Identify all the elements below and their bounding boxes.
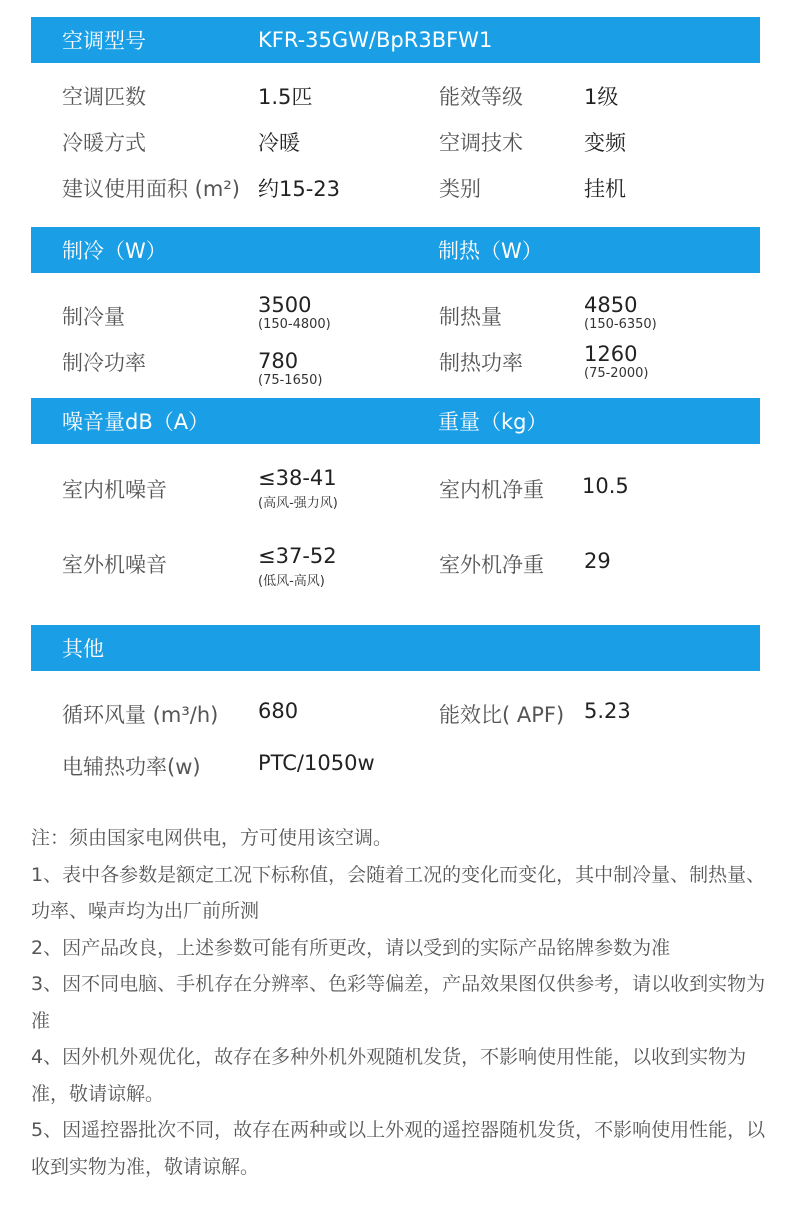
airflow-label: 循环风量 (m³/h): [62, 703, 219, 727]
apf-value: 5.23: [584, 699, 631, 723]
heating-header: 制热（W）: [438, 239, 543, 263]
area-value: 约15-23: [258, 177, 341, 201]
outdoor-noise-cell: [258, 544, 337, 590]
heat-capacity-range: (150-6350): [584, 317, 657, 332]
cool-power-value: 780: [258, 349, 299, 373]
outdoor-weight-label: 室外机净重: [439, 553, 544, 577]
indoor-noise-note: (高风-强力风): [258, 496, 338, 511]
notes-section: [31, 820, 769, 1185]
outdoor-noise-note: (低风-高风): [258, 574, 325, 589]
tech-label: 空调技术: [439, 131, 523, 155]
note-item-1: 1、表中各参数是额定工况下标称值，会随着工况的变化而变化，其中制冷量、制热量、功率、噪声均为出厂前所测: [31, 863, 766, 922]
indoor-weight-label: 室内机净重: [439, 478, 544, 502]
cool-capacity-label: 制冷量: [62, 305, 125, 329]
heat-capacity-cell: [584, 293, 657, 333]
grade-value: 1级: [584, 85, 619, 109]
hp-value: 1.5匹: [258, 85, 313, 109]
noise-weight-header-bar: [31, 398, 760, 444]
note-intro: 注：须由国家电网供电，方可使用该空调。: [31, 827, 393, 849]
mode-value: 冷暖: [258, 131, 300, 155]
cooling-header: 制冷（W）: [62, 239, 167, 263]
heat-power-cell: [584, 342, 648, 382]
weight-header: 重量（kg）: [438, 410, 548, 434]
type-label: 类别: [439, 177, 481, 201]
aux-heat-label: 电辅热功率(w): [62, 755, 201, 779]
cool-capacity-value: 3500: [258, 293, 312, 317]
outdoor-noise-label: 室外机噪音: [62, 553, 167, 577]
indoor-noise-label: 室内机噪音: [62, 478, 167, 502]
cool-capacity-cell: [258, 293, 331, 333]
model-header-bar: [31, 17, 760, 63]
type-value: 挂机: [584, 177, 626, 201]
indoor-noise-cell: [258, 466, 338, 512]
other-header: 其他: [62, 637, 104, 661]
cool-power-label: 制冷功率: [62, 351, 146, 375]
grade-label: 能效等级: [439, 85, 523, 109]
area-label: 建议使用面积 (m²): [62, 177, 240, 201]
noise-header: 噪音量dB（A）: [62, 410, 210, 434]
heat-power-range: (75-2000): [584, 366, 649, 381]
heat-capacity-label: 制热量: [439, 305, 502, 329]
indoor-noise-value: ≤38-41: [258, 466, 337, 490]
indoor-weight-value: 10.5: [582, 474, 629, 498]
model-value: KFR-35GW/BpR3BFW1: [258, 28, 493, 52]
heat-power-label: 制热功率: [439, 351, 523, 375]
cool-power-range: (75-1650): [258, 373, 323, 388]
note-item-2: 2、因产品改良，上述参数可能有所更改，请以受到的实际产品铭牌参数为准: [31, 936, 671, 959]
airflow-value: 680: [258, 699, 299, 723]
outdoor-weight-value: 29: [584, 549, 611, 573]
aux-heat-value: PTC/1050w: [258, 751, 375, 775]
note-item-3: 3、因不同电脑、手机存在分辨率、色彩等偏差，产品效果图仅供参考，请以收到实物为准: [31, 973, 766, 1032]
heat-power-value: 1260: [584, 342, 638, 366]
outdoor-noise-value: ≤37-52: [258, 544, 337, 568]
mode-label: 冷暖方式: [62, 131, 146, 155]
other-header-bar: [31, 625, 760, 671]
hp-label: 空调匹数: [62, 85, 146, 109]
note-item-4: 4、因外机外观优化，故存在多种外机外观随机发货，不影响使用性能，以收到实物为准，敬请谅解。: [31, 1046, 747, 1105]
cooling-heating-header-bar: [31, 227, 760, 273]
tech-value: 变频: [584, 131, 626, 155]
heat-capacity-value: 4850: [584, 293, 638, 317]
model-label: 空调型号: [62, 29, 146, 53]
note-item-5: 5、因遥控器批次不同，故存在两种或以上外观的遥控器随机发货，不影响使用性能，以收到实物为准，敬请谅解。: [31, 1119, 766, 1178]
apf-label: 能效比( APF): [439, 703, 565, 727]
cool-power-cell: [258, 349, 322, 389]
cool-capacity-range: (150-4800): [258, 317, 331, 332]
